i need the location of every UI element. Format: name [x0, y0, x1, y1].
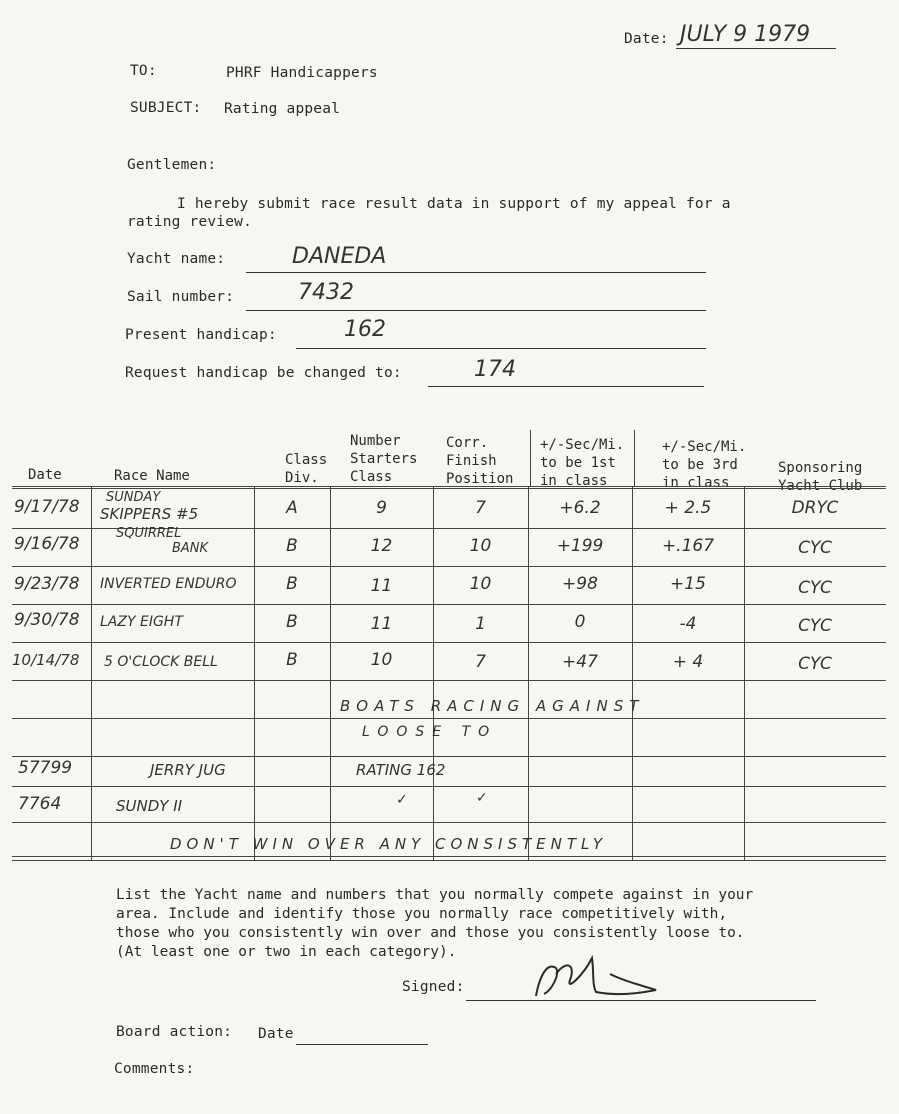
row-4-position: 1 — [475, 614, 486, 634]
header-club: Sponsoring Yacht Club — [778, 460, 863, 494]
subject-value: Rating appeal — [224, 101, 341, 117]
row-4-club: CYC — [798, 616, 832, 636]
header-race-name: Race Name — [114, 468, 190, 484]
yacht-name-value: DANEDA — [292, 244, 387, 269]
row-1-third: + 2.5 — [664, 498, 712, 518]
row-2-race-line-1: SQUIRREL — [116, 526, 182, 541]
row-4-third: -4 — [679, 614, 697, 634]
date-value: JULY 9 1979 — [680, 22, 811, 47]
instructions: List the Yacht name and numbers that you normally compete against in your area. Include and identify those you normally race competitively with, those who you consistently win over and those you consistently loose to. (At least one or two in each category). — [116, 887, 754, 960]
board-date-label: Date — [258, 1026, 294, 1042]
sail-number-value: 7432 — [298, 280, 354, 305]
present-handicap-underline — [296, 348, 706, 349]
row-4-first: 0 — [574, 612, 586, 632]
row-2-position: 10 — [469, 536, 492, 556]
intro-line-2: rating review. — [127, 214, 253, 230]
sail-number-label: Sail number: — [127, 289, 235, 305]
row-1-position: 7 — [475, 498, 486, 518]
header-starters: Number Starters Class — [350, 433, 418, 485]
ditto-mark-2: ✓ — [476, 790, 488, 806]
salutation: Gentlemen: — [127, 157, 217, 173]
row-5-third: + 4 — [672, 652, 704, 672]
request-label: Request handicap be changed to: — [125, 365, 402, 381]
row-3-div: B — [286, 574, 298, 594]
to-value: PHRF Handicappers — [226, 65, 378, 81]
header-class-div: Class Div. — [285, 452, 328, 486]
row-1-first: +6.2 — [559, 498, 601, 518]
row-1-race-line-2: SKIPPERS #5 — [100, 505, 199, 523]
board-date-underline — [296, 1044, 428, 1045]
row-1-race-line-1: SUNDAY — [106, 490, 161, 505]
request-underline — [428, 386, 704, 387]
signature-mark — [526, 944, 676, 1004]
row-5-div: B — [286, 650, 298, 670]
row-4-race: LAZY EIGHT — [100, 614, 183, 630]
row-5-position: 7 — [475, 652, 486, 672]
row-5-club: CYC — [798, 654, 832, 674]
row-4-starters: 11 — [370, 614, 393, 634]
date-underline — [676, 48, 836, 49]
header-date: Date — [28, 467, 62, 483]
row-1-div: A — [286, 498, 298, 518]
row-1-date: 9/17/78 — [14, 497, 80, 517]
present-handicap-value: 162 — [344, 317, 386, 342]
subject-label: SUBJECT: — [130, 100, 202, 116]
row-5-race: 5 O'CLOCK BELL — [104, 654, 218, 670]
competitor-2-name: SUNDY II — [116, 797, 183, 815]
row-4-date: 9/30/78 — [14, 610, 80, 630]
note-loose-to: LOOSE TO — [362, 724, 498, 740]
request-value: 174 — [474, 357, 516, 382]
competitor-2-number: 7764 — [18, 794, 62, 814]
present-handicap-label: Present handicap: — [125, 327, 277, 343]
yacht-name-label: Yacht name: — [127, 251, 226, 267]
row-2-first: +199 — [556, 536, 604, 556]
row-3-race: INVERTED ENDURO — [100, 576, 237, 592]
competitor-1-name: JERRY JUG — [150, 761, 226, 779]
row-3-starters: 11 — [370, 576, 393, 596]
note-boats-racing-against: BOATS RACING AGAINST — [340, 697, 645, 715]
row-3-third: +15 — [670, 574, 706, 594]
signed-label: Signed: — [402, 979, 465, 995]
row-2-club: CYC — [798, 538, 832, 558]
note-dont-win: DON'T WIN OVER ANY CONSISTENTLY — [170, 835, 608, 853]
row-3-first: +98 — [562, 574, 598, 594]
row-3-date: 9/23/78 — [14, 574, 80, 594]
row-5-date: 10/14/78 — [12, 651, 80, 669]
row-4-div: B — [286, 612, 298, 632]
row-3-club: CYC — [798, 578, 832, 598]
header-sec-first: +/-Sec/Mi. to be 1st in class — [540, 437, 625, 489]
yacht-name-underline — [246, 272, 706, 273]
row-5-first: +47 — [562, 652, 598, 672]
to-label: TO: — [130, 63, 157, 79]
competitor-1-number: 57799 — [18, 758, 73, 778]
row-2-starters: 12 — [370, 536, 393, 556]
row-2-div: B — [286, 536, 298, 556]
ditto-mark-1: ✓ — [396, 792, 408, 808]
sail-number-underline — [246, 310, 706, 311]
row-5-starters: 10 — [370, 650, 393, 670]
row-2-date: 9/16/78 — [14, 534, 80, 554]
comments-label: Comments: — [114, 1061, 195, 1077]
date-label: Date: — [624, 31, 669, 47]
intro-line-1: I hereby submit race result data in support of my appeal for a — [177, 196, 731, 212]
row-3-position: 10 — [469, 574, 492, 594]
row-2-third: +.167 — [661, 536, 715, 556]
row-1-starters: 9 — [376, 498, 387, 518]
row-1-club: DRYC — [791, 498, 839, 518]
header-corr-finish: Corr. Finish Position — [446, 435, 514, 487]
note-rating-162: RATING 162 — [356, 761, 446, 779]
row-2-race-line-2: BANK — [172, 541, 209, 556]
board-action-label: Board action: — [116, 1024, 233, 1040]
header-sec-third: +/-Sec/Mi. to be 3rd in class — [662, 439, 747, 491]
